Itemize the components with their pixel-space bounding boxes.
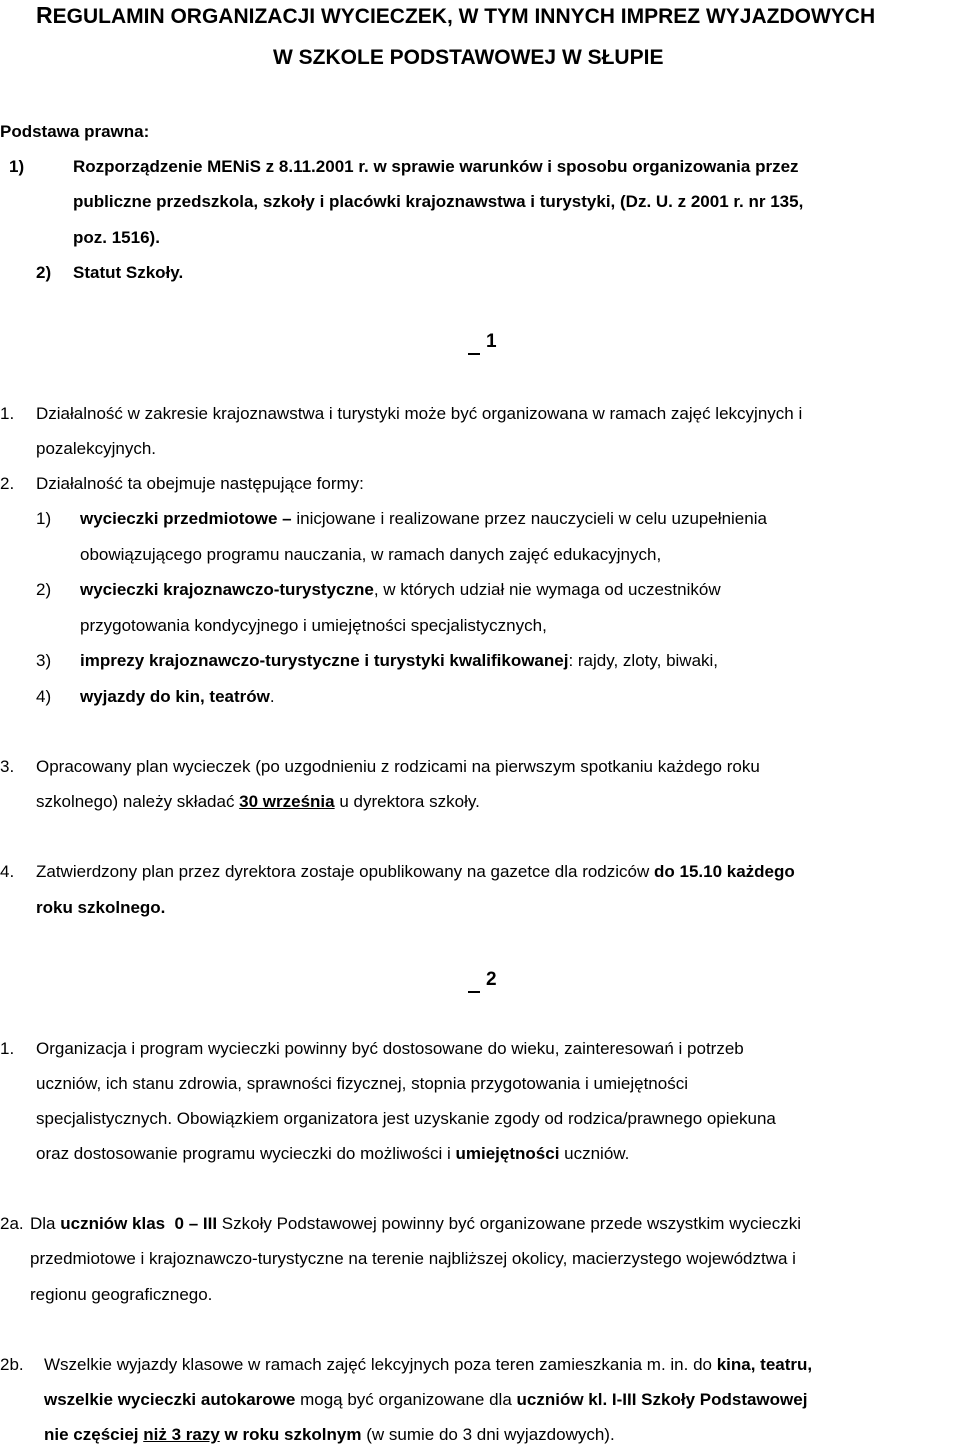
form-item-4-number: 4) xyxy=(36,687,52,706)
section-mark-1 xyxy=(468,339,480,355)
sec1-point-3-number: 3. xyxy=(0,757,15,776)
sec1-point-2-number: 2. xyxy=(0,474,15,493)
basis-item-1-number: 1) xyxy=(9,157,25,176)
document-title-line2: W SZKOLE PODSTAWOWEJ W SŁUPIE xyxy=(273,46,664,69)
section-heading-2: 2 xyxy=(486,969,497,990)
form-item-1-line2: obowiązującego programu nauczania, w ramach danych zajęć edukacyjnych, xyxy=(80,545,662,564)
sec2-point-1-number: 1. xyxy=(0,1039,15,1058)
section-heading-1: 1 xyxy=(486,331,497,352)
legal-basis-heading: Podstawa prawna: xyxy=(0,122,150,141)
sec1-point-3-line1: Opracowany plan wycieczek (po uzgodnieniu z rodzicami na pierwszym spotkaniu każdego roku xyxy=(36,757,760,776)
sec2-point-1-line4: oraz dostosowanie programu wycieczki do możliwości i umiejętności uczniów. xyxy=(36,1144,630,1163)
form-item-2-line2: przygotowania kondycyjnego i umiejętności specjalistycznych, xyxy=(80,616,547,635)
form-item-4-line1: wyjazdy do kin, teatrów. xyxy=(80,687,275,706)
basis-item-2-number: 2) xyxy=(36,263,52,282)
sec2-point-2a-line2: przedmiotowe i krajoznawczo-turystyczne na terenie najbliższej okolicy, macierzystego województwa i xyxy=(30,1249,796,1268)
sec1-point-1-line1: Działalność w zakresie krajoznawstwa i turystyki może być organizowana w ramach zajęć lekcyjnych i xyxy=(36,404,803,423)
form-item-1-number: 1) xyxy=(36,509,52,528)
section-mark-2 xyxy=(468,977,480,993)
sec2-point-1-line1: Organizacja i program wycieczki powinny być dostosowane do wieku, zainteresowań i potrzeb xyxy=(36,1039,744,1058)
sec2-point-2a-line1: Dla uczniów klas 0 – III Szkoły Podstawowej powinny być organizowane przede wszystkim wycieczki xyxy=(30,1214,801,1233)
sec2-point-1-line2: uczniów, ich stanu zdrowia, sprawności fizycznej, stopnia przygotowania i umiejętności xyxy=(36,1074,688,1093)
form-item-3-number: 3) xyxy=(36,651,52,670)
basis-item-2-text: Statut Szkoły. xyxy=(73,263,184,282)
sec2-point-2b-number: 2b. xyxy=(0,1355,24,1374)
form-item-2-number: 2) xyxy=(36,580,52,599)
sec1-point-3-line2: szkolnego) należy składać 30 września u dyrektora szkoły. xyxy=(36,792,480,811)
sec2-point-1-line3: specjalistycznych. Obowiązkiem organizatora jest uzyskanie zgody od rodzica/prawnego opiekuna xyxy=(36,1109,776,1128)
sec1-point-1-number: 1. xyxy=(0,404,15,423)
sec1-point-4-line1: Zatwierdzony plan przez dyrektora zostaje opublikowany na gazetce dla rodziców do 15.10 każdego xyxy=(36,862,795,881)
document-title-line1: REGULAMIN ORGANIZACJI WYCIECZEK, W TYM INNYCH IMPREZ WYJAZDOWYCH xyxy=(36,2,876,28)
form-item-2-line1: wycieczki krajoznawczo-turystyczne, w których udział nie wymaga od uczestników xyxy=(80,580,721,599)
basis-item-1-line3: poz. 1516). xyxy=(73,228,160,247)
sec1-point-4-number: 4. xyxy=(0,862,15,881)
sec1-point-4-line2: roku szkolnego. xyxy=(36,898,166,917)
basis-item-1-line2: publiczne przedszkola, szkoły i placówki krajoznawstwa i turystyki, (Dz. U. z 2001 r. nr 135, xyxy=(73,192,804,211)
sec1-point-1-line2: pozalekcyjnych. xyxy=(36,439,157,458)
sec2-point-2b-line3: nie częściej niż 3 razy w roku szkolnym (w sumie do 3 dni wyjazdowych). xyxy=(44,1425,615,1444)
form-item-3-line1: imprezy krajoznawczo-turystyczne i turystyki kwalifikowanej: rajdy, zloty, biwaki, xyxy=(80,651,719,670)
sec1-point-2-text: Działalność ta obejmuje następujące formy: xyxy=(36,474,364,493)
sec2-point-2b-line1: Wszelkie wyjazdy klasowe w ramach zajęć lekcyjnych poza teren zamieszkania m. in. do kina, teatru, xyxy=(44,1355,813,1374)
sec2-point-2b-line2: wszelkie wycieczki autokarowe mogą być organizowane dla uczniów kl. I-III Szkoły Podstawowej xyxy=(44,1390,808,1409)
basis-item-1-line1: Rozporządzenie MENiS z 8.11.2001 r. w sprawie warunków i sposobu organizowania przez xyxy=(73,157,799,176)
sec2-point-2a-number: 2a. xyxy=(0,1214,24,1233)
sec2-point-2a-line3: regionu geograficznego. xyxy=(30,1285,213,1304)
form-item-1-line1: wycieczki przedmiotowe – inicjowane i realizowane przez nauczycieli w celu uzupełnienia xyxy=(80,509,767,528)
